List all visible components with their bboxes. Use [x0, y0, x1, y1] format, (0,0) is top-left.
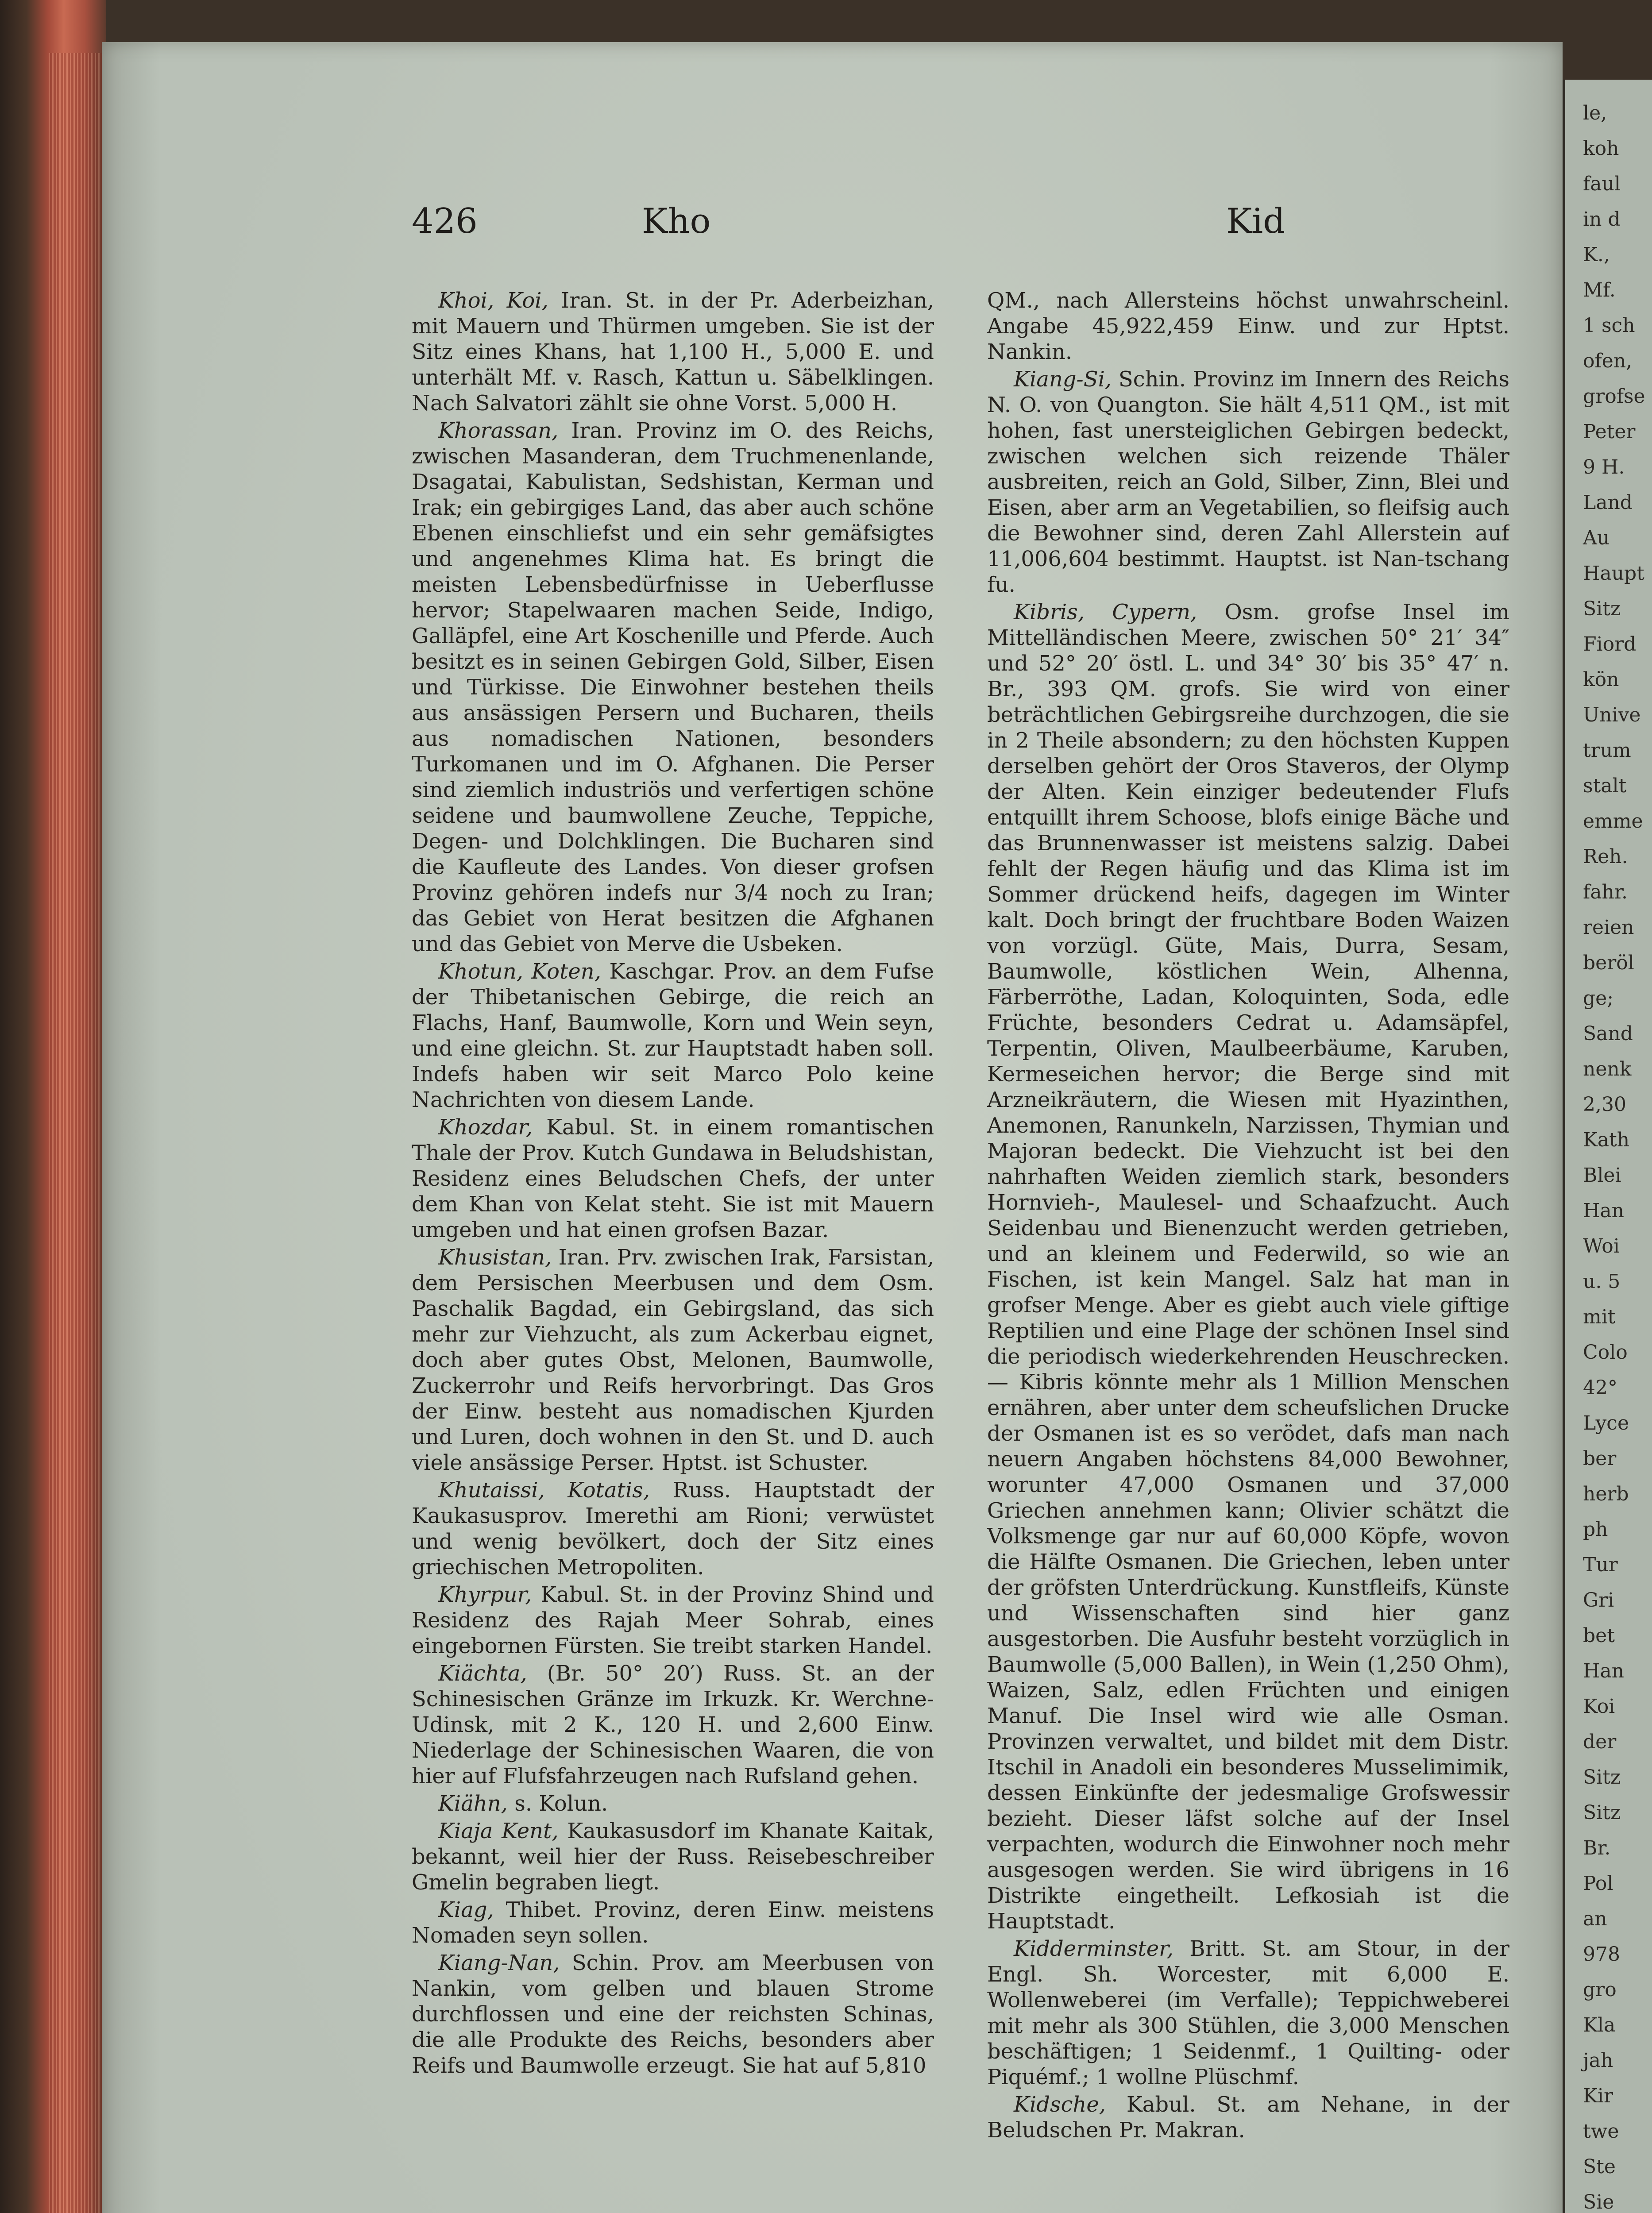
entry-headword: Kidderminster, [1014, 1936, 1174, 1961]
dictionary-entry [412, 1245, 934, 1476]
facing-page-text-fragment: beröl [1583, 952, 1634, 974]
entry-headword: Khozdar, [438, 1115, 533, 1140]
entry-headword: Kiähn, [438, 1791, 508, 1816]
entry-text: Kaschgar. Prov. an dem Fufse der Thibetanischen Gebirge, die reich an Flachs, Hanf, Baumwolle, Korn und Wein seyn, und eine gleichn. St. zur Hauptstadt haben soll. Indefs haben wir seit Marco Polo keine Nachrichten von diesem Lande. [412, 959, 934, 1112]
facing-page-text-fragment: Haupt [1583, 562, 1644, 585]
dictionary-entry [412, 959, 934, 1113]
facing-page-text-fragment: Unive [1583, 704, 1641, 726]
entry-headword: Khotun, Koten, [438, 959, 601, 984]
facing-page-text-fragment: der [1583, 1731, 1617, 1753]
entry-headword: Kiag, [438, 1897, 494, 1922]
page-edges [49, 53, 102, 2213]
entry-headword: Khyrpur, [438, 1582, 532, 1607]
facing-page-text-fragment: faul [1583, 173, 1621, 195]
facing-page-text-fragment: 2,30 [1583, 1093, 1626, 1116]
facing-page-text-fragment: Land [1583, 491, 1633, 514]
entry-text: Kabul. St. in der Provinz Shind und Residenz des Rajah Meer Sohrab, eines eingebornen Fürsten. Sie treibt starken Handel. [412, 1582, 934, 1658]
facing-page-text-fragment: ofen, [1583, 350, 1633, 372]
facing-page-text-fragment: bet [1583, 1624, 1615, 1647]
dictionary-entry [412, 418, 934, 957]
facing-page-fragment [1563, 80, 1652, 2213]
dictionary-entry [412, 1661, 934, 1789]
facing-page-text-fragment: in d [1583, 208, 1621, 231]
facing-page-text-fragment: Pol [1583, 1872, 1613, 1895]
facing-page-text-fragment: kön [1583, 668, 1619, 691]
facing-page-text-fragment: Ste [1583, 2155, 1616, 2178]
entry-text: Russ. Hauptstadt der Kaukasusprov. Imerethi am Rioni; verwüstet und wenig bevölkert, doch der Sitz eines griechischen Metropoliten. [412, 1478, 934, 1580]
dictionary-entry [987, 599, 1509, 1934]
facing-page-text-fragment: Sand [1583, 1022, 1633, 1045]
left-column [412, 288, 934, 2213]
facing-page-text-fragment: grofse [1583, 385, 1645, 408]
facing-page-text-fragment: ph [1583, 1518, 1608, 1541]
facing-page-text-fragment: twe [1583, 2120, 1619, 2143]
entry-headword: Kidsche, [1014, 2092, 1106, 2117]
entry-headword: Khorassan, [438, 418, 559, 443]
entry-headword: Kiang-Nan, [438, 1951, 560, 1975]
text-columns [412, 288, 1509, 2213]
entry-headword: Kiang-Si, [1014, 367, 1112, 392]
facing-page-text-fragment: koh [1583, 137, 1619, 160]
facing-page-text-fragment: Fiord [1583, 633, 1637, 655]
facing-page-text-fragment: trum [1583, 739, 1631, 762]
facing-page-text-fragment: Sitz [1583, 598, 1621, 620]
dictionary-entry [412, 1114, 934, 1243]
entry-text: Kabul. St. in einem romantischen Thale der Prov. Kutch Gundawa in Beludshistan, Residenz eines Beludschen Chefs, der unter dem Khan von Kelat steht. Sie ist mit Mauern umgeben und hat einen grofsen Bazar. [412, 1115, 934, 1242]
facing-page-text-fragment: 978 [1583, 1943, 1620, 1966]
dictionary-entry [412, 1791, 934, 1816]
facing-page-text-fragment: Blei [1583, 1164, 1621, 1187]
dictionary-entry [987, 288, 1509, 365]
facing-page-text-fragment: Sitz [1583, 1766, 1621, 1789]
entry-text: Kabul. St. am Nehane, in der Beludschen Pr. Makran. [987, 2092, 1509, 2143]
entry-headword: Kibris, Cypern, [1014, 600, 1197, 625]
facing-page-text-fragment: Han [1583, 1199, 1624, 1222]
dictionary-entry [987, 2092, 1509, 2143]
facing-page-text-fragment: an [1583, 1908, 1607, 1930]
entry-text: (Br. 50° 20′) Russ. St. an der Schinesischen Gränze im Irkuzk. Kr. Werchne-Udinsk, mit 2 K., 120 H. und 2,600 Einw. Niederlage der Schinesischen Waaren, die von hier auf Flufsfahrzeugen nach Rufsland gehen. [412, 1661, 934, 1789]
entry-text: Iran. Provinz im O. des Reichs, zwischen Masanderan, dem Truchmenenlande, Dsagatai, Kabulistan, Sedshistan, Kerman und Irak; ein gebirgiges Land, das aber auch schöne Ebenen einschliefst und ein sehr gemäfsigtes und angenehmes Klima hat. Es bringt die meisten Lebensbedürfnisse in Ueberflusse hervor; Stapelwaaren machen Seide, Indigo, Galläpfel, eine Art Koschenille und Pferde. Auch besitzt es in seinen Gebirgen Gold, Silber, Eisen und Türkisse. Die Einwohner bestehen theils aus ansässigen Persern und Bucharen, theils aus nomadischen Nationen, besonders Turkomanen und im O. Afghanen. Die Perser sind ziemlich industriös und verfertigen schöne seidene und baumwollene Zeuche, Teppiche, Degen- und Dolchklingen. Die Bucharen sind die Kaufleute des Landes. Von dieser grofsen Provinz gehören indefs nur 3/4 noch zu Iran; das Gebiet von Herat besitzen die Afghanen und das Gebiet von Merve die Usbeken. [412, 418, 934, 956]
facing-page-text-fragment: Kir [1583, 2085, 1613, 2107]
facing-page-text-fragment: Kath [1583, 1129, 1630, 1151]
facing-page-text-fragment: jah [1583, 2049, 1613, 2072]
entry-text: Kaukasusdorf im Khanate Kaitak, bekannt, weil hier der Russ. Reisebeschreiber Gmelin begraben liegt. [412, 1819, 934, 1895]
facing-page-text-fragment: Mf. [1583, 279, 1616, 301]
entry-headword: Khusistan, [438, 1245, 552, 1270]
facing-page-text-fragment: reien [1583, 916, 1634, 939]
facing-page-text-fragment: mit [1583, 1306, 1616, 1328]
facing-page-text-fragment: emme [1583, 810, 1643, 833]
page-number: 426 [412, 201, 478, 241]
facing-page-text-fragment: ber [1583, 1447, 1617, 1470]
entry-text: Iran. St. in der Pr. Aderbeizhan, mit Mauern und Thürmen umgeben. Sie ist der Sitz eines Khans, hat 1,100 H., 5,000 E. und unterhält Mf. v. Rasch, Kattun u. Säbelklingen. Nach Salvatori zählt sie ohne Vorst. 5,000 H. [412, 288, 934, 416]
facing-page-text-fragment: Reh. [1583, 845, 1628, 868]
facing-page-text-fragment: u. 5 [1583, 1270, 1621, 1293]
facing-page-text-fragment: Au [1583, 527, 1610, 549]
facing-page-text-fragment: K., [1583, 243, 1610, 266]
facing-page-text-fragment: Woi [1583, 1235, 1620, 1257]
facing-page-text-fragment: 9 H. [1583, 456, 1625, 478]
facing-page-text-fragment: 42° [1583, 1376, 1617, 1399]
facing-page-text-fragment: Kla [1583, 2014, 1616, 2036]
facing-page-text-fragment: fahr. [1583, 881, 1628, 903]
dictionary-entry [412, 1818, 934, 1895]
right-column [987, 288, 1509, 2213]
facing-page-text-fragment: stalt [1583, 775, 1627, 797]
entry-headword: Khutaissi, Kotatis, [438, 1478, 650, 1503]
facing-page-text-fragment: 1 sch [1583, 314, 1635, 337]
facing-page-text-fragment: Peter [1583, 420, 1636, 443]
facing-page-text-fragment: Gri [1583, 1589, 1614, 1612]
dictionary-entry [987, 366, 1509, 598]
book-binding-edge [0, 0, 106, 2213]
entry-headword: Kiaja Kent, [438, 1819, 559, 1843]
entry-text: Thibet. Provinz, deren Einw. meistens Nomaden seyn sollen. [412, 1897, 934, 1948]
dictionary-entry [987, 1936, 1509, 2090]
entry-text: s. Kolun. [514, 1791, 608, 1816]
facing-page-text-fragment: Br. [1583, 1837, 1611, 1859]
entry-text: Osm. grofse Insel im Mittelländischen Meere, zwischen 50° 21′ 34″ und 52° 20′ östl. L. und 34° 30′ bis 35° 47′ n. Br., 393 QM. grofs. Sie wird von einer beträchtlichen Gebirgsreihe durchzogen, die sie in 2 Theile absondern; zu den höchsten Kuppen derselben gehört der Oros Staveros, der Olymp der Alten. Kein einziger bedeutender Flufs entquillt ihrem Schoose, blofs einige Bäche und das Brunnenwasser ist meistens salzig. Dabei fehlt der Regen häufig und das Klima ist im Sommer drückend heifs, dagegen im Winter kalt. Doch bringt der fruchtbare Boden Waizen von vorzügl. Güte, Mais, Durra, Sesam, Baumwolle, köstlichen Wein, Alhenna, Färberröthe, Ladan, Koloquinten, Soda, edle Früchte, besonders Cedrat u. Adamsäpfel, Terpentin, Oliven, Maulbeerbäume, Karuben, Kermeseichen hervor; die Berge sind mit Arzneikräutern, die Wiesen mit Hyazinthen, Anemonen, Ranunkeln, Narzissen, Thymian und Majoran bedeckt. Die Viehzucht ist bei den nahrhaften Weiden ziemlich stark, besonders Hornvieh-, Maulesel- und Schaafzucht. Auch Seidenbau und Bienenzucht werden getrieben, und an kleinem und Federwild, so wie an Fischen, ist kein Mangel. Salz hat man in grofser Menge. Aber es giebt auch viele giftige Reptilien und eine Plage der schönen Insel sind die periodisch wiederkehrenden Heuschrecken. — Kibris könnte mehr als 1 Million Menschen ernähren, aber unter dem scheufslichen Drucke der Osmanen ist es so verödet, dafs man nach neuern Angaben höchstens 84,000 Bewohner, worunter 47,000 Osmanen und 37,000 Griechen annehmen kann; Olivier schätzt die Volksmenge gar nur auf 60,000 Köpfe, wovon die Hälfte Osmanen. Die Griechen, leben unter der gröfsten Unterdrückung. Kunstfleifs, Künste und Wissenschaften sind hier ganz ausgestorben. Die Ausfuhr besteht vorzüglich in Baumwolle (5,000 Ballen), in Wein (1,250 Ohm), Waizen, Salz, edlen Früchten und einigen Manuf. Die Insel wird wie alle Osman. Provinzen verwaltet, und bildet mit dem Distr. Itschil in Anadoli ein besonderes Musselimimik, dessen Einkünfte der jedesmalige Grofswessir bezieht. Dieser läfst solche auf der Insel verpachten, wodurch die Einwohner noch mehr ausgesogen werden. Sie wird übrigens in 16 Distrikte eingetheilt. Lefkosiah ist die Hauptstadt. [987, 600, 1509, 1934]
facing-page-text-fragment: Sie [1583, 2191, 1614, 2213]
dictionary-entry [412, 288, 934, 416]
facing-page-text-fragment: Koi [1583, 1695, 1615, 1718]
facing-page-text-fragment: Han [1583, 1660, 1624, 1682]
entry-headword: Khoi, Koi, [438, 288, 548, 313]
facing-page-text-fragment: nenk [1583, 1058, 1632, 1080]
entry-text: Schin. Provinz im Innern des Reichs N. O. von Quangton. Sie hält 4,511 QM., ist mit hohen, fast unersteiglichen Gebirgen bedeckt, zwischen welchen sich reizende Thäler ausbreiten, reich an Gold, Silber, Zinn, Blei und Eisen, aber arm an Vegetabilien, so fleifsig auch die Bewohner sind, deren Zahl Allerstein auf 11,006,604 bestimmt. Hauptst. ist Nan-tschang fu. [987, 367, 1509, 597]
facing-page-text-fragment: Lyce [1583, 1412, 1629, 1434]
entry-headword: Kiächta, [438, 1661, 527, 1686]
dictionary-entry [412, 1897, 934, 1948]
facing-page-text-fragment: ge; [1583, 987, 1614, 1010]
book-page [102, 42, 1563, 2213]
facing-page-text-fragment: le, [1583, 102, 1607, 124]
facing-page-text-fragment: Sitz [1583, 1801, 1621, 1824]
facing-page-text-fragment: gro [1583, 1978, 1617, 2001]
entry-text: QM., nach Allersteins höchst unwahrscheinl. Angabe 45,922,459 Einw. und zur Hptst. Nankin. [987, 288, 1509, 364]
left-catchword: Kho [642, 201, 711, 241]
dictionary-entry [412, 1477, 934, 1580]
page-header [102, 175, 1563, 241]
facing-page-text-fragment: herb [1583, 1483, 1629, 1505]
right-catchword: Kid [1226, 201, 1285, 241]
facing-page-text-fragment: Colo [1583, 1341, 1628, 1364]
entry-text: Schin. Prov. am Meerbusen von Nankin, vom gelben und blauen Strome durchflossen und eine der reichsten Schinas, die alle Produkte des Reichs, besonders aber Reifs und Baumwolle erzeugt. Sie hat auf 5,810 [412, 1951, 934, 2078]
entry-text: Iran. Prv. zwischen Irak, Farsistan, dem Persischen Meerbusen und dem Osm. Paschalik Bagdad, ein Gebirgsland, das sich mehr zur Viehzucht, als zum Ackerbau eignet, doch aber gutes Obst, Melonen, Baumwolle, Zuckerrohr und Reifs hervorbringt. Das Gros der Einw. besteht aus nomadischen Kjurden und Luren, doch wohnen in den St. und D. auch viele ansässige Perser. Hptst. ist Schuster. [412, 1245, 934, 1475]
entry-text: Britt. St. am Stour, in der Engl. Sh. Worcester, mit 6,000 E. Wollenweberei (im Verfalle); Teppichweberei mit mehr als 300 Stühlen, die 3,000 Menschen beschäftigen; 1 Seidenmf., 1 Quilting- oder Piquémf.; 1 wollne Plüschmf. [987, 1936, 1509, 2090]
dictionary-entry [412, 1950, 934, 2078]
facing-page-text-fragment: Tur [1583, 1554, 1618, 1576]
dictionary-entry [412, 1582, 934, 1659]
